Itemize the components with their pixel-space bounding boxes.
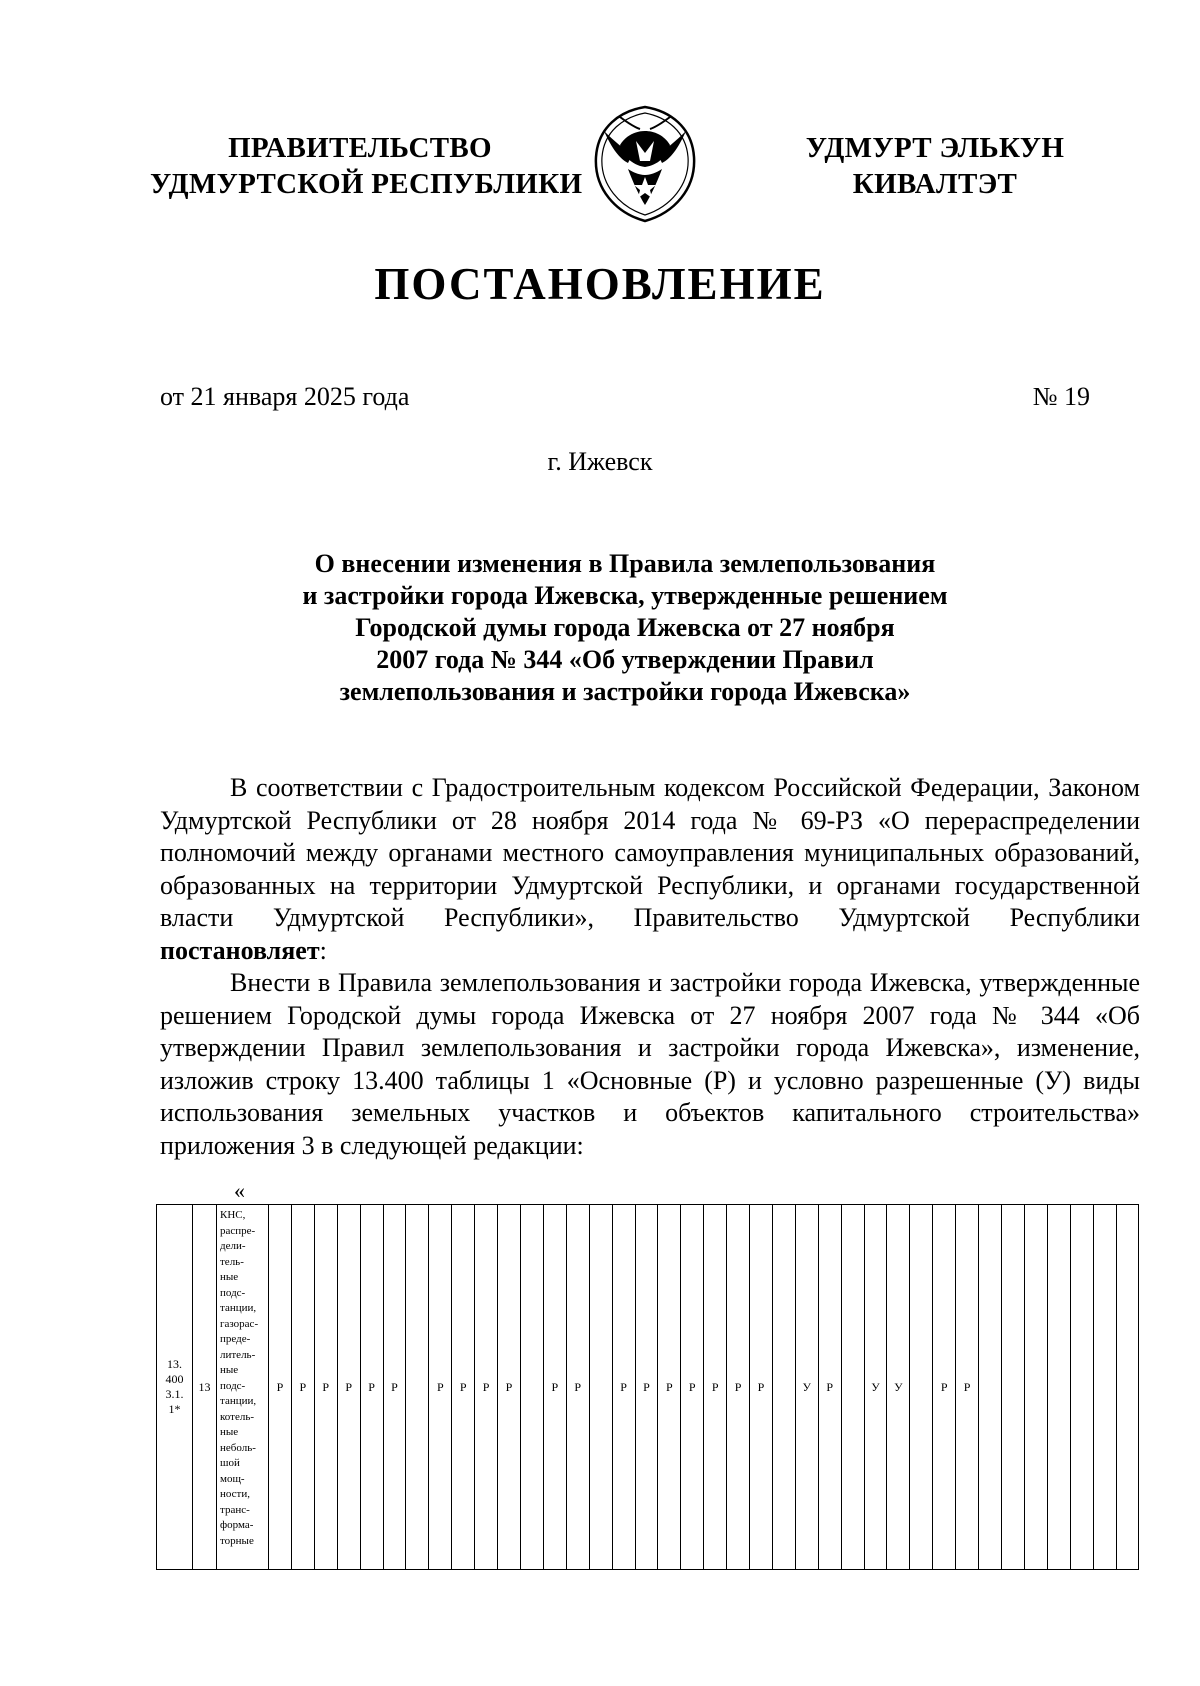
zone-value-cell: У: [864, 1205, 887, 1570]
issuer-russian: [150, 130, 583, 202]
use-type-line: ные: [220, 1364, 239, 1376]
udmurt-coat-of-arms-icon: [590, 105, 700, 223]
issuer-line: ПРАВИТЕЛЬСТВО: [228, 132, 492, 164]
issuer-line: УДМУРТСКОЙ РЕСПУБЛИКИ: [150, 168, 583, 200]
use-type-line: ности,: [220, 1488, 250, 1500]
zone-value-cell: У: [795, 1205, 818, 1570]
preamble-text: В соответствии с Градостроительным кодексом Российской Федерации, Законом Удмуртской Республики от 28 ноября 2014 года № 69-РЗ «О перераспределении полномочий между органами местного самоуправления муниципальных образований, образованных на территории Удмуртской Республики, и органами государственной власти Удмуртской Республики», Правительство Удмуртской Республики: [160, 773, 1140, 932]
use-type-line: ные: [220, 1271, 239, 1283]
document-date: от 21 января 2025 года: [160, 382, 410, 411]
zone-value-cell: Р: [818, 1205, 841, 1570]
zone-value-cell: Р: [956, 1205, 979, 1570]
zone-value-cell: Р: [337, 1205, 360, 1570]
document-city: г. Ижевск: [547, 447, 653, 476]
zone-value-cell: [1116, 1205, 1139, 1570]
code-line: 13.: [167, 1357, 182, 1371]
zone-value-cell: У: [887, 1205, 910, 1570]
zone-value-cell: Р: [291, 1205, 314, 1570]
use-type-line: КНС,: [220, 1209, 246, 1221]
zone-value-cell: Р: [681, 1205, 704, 1570]
group-cell: 13: [193, 1205, 217, 1570]
zone-value-cell: Р: [704, 1205, 727, 1570]
code-line: 3.1.: [165, 1387, 184, 1401]
zone-value-cell: [979, 1205, 1002, 1570]
operative-paragraph: Внести в Правила землепользования и застройки города Ижевска, утвержденные решением Городской думы города Ижевска от 27 ноября 2007 года № 344 «Об утверждении Правил землепользования и застройки города Ижевска», изменение, изложив строку 13.400 таблицы 1 «Основные (Р) и условно разрешенные (У) виды использования земельных участков и объектов капитального строительства» приложения 3 в следующей редакции:: [160, 968, 1140, 1160]
zone-value-cell: Р: [429, 1205, 452, 1570]
use-type-line: ные: [220, 1426, 239, 1438]
issuer-line: УДМУРТ ЭЛЬКУН: [805, 132, 1065, 164]
zone-value-cell: [1093, 1205, 1116, 1570]
table-row: [157, 1205, 1139, 1570]
zoning-table-row: [156, 1204, 1139, 1570]
zone-value-cell: [1002, 1205, 1025, 1570]
zone-value-cell: [841, 1205, 864, 1570]
code-line: 400: [165, 1372, 184, 1386]
use-type-line: торные: [220, 1534, 254, 1547]
zone-value-cell: Р: [933, 1205, 956, 1570]
use-type-line: распре-: [220, 1224, 256, 1237]
zone-value-cell: [589, 1205, 612, 1570]
zone-value-cell: [406, 1205, 429, 1570]
zone-value-cell: Р: [314, 1205, 337, 1570]
issuer-line: КИВАЛТЭТ: [852, 168, 1018, 200]
zone-value-cell: Р: [750, 1205, 773, 1570]
use-type-line: подс-: [220, 1286, 246, 1299]
use-type-line: мощ-: [220, 1472, 245, 1485]
issuer-udmurt: [790, 130, 1080, 202]
subject-line: 2007 года № 344 «Об утверждении Правил: [376, 645, 874, 674]
zone-value-cell: Р: [269, 1205, 292, 1570]
use-type-line: котель-: [220, 1410, 254, 1423]
use-type-line: форма-: [220, 1519, 254, 1531]
zone-value-cell: Р: [566, 1205, 589, 1570]
use-type-line: транс-: [220, 1503, 250, 1516]
zone-value-cell: Р: [612, 1205, 635, 1570]
use-type-line: тель-: [220, 1255, 244, 1268]
use-type-line: танции,: [220, 1395, 257, 1407]
code-line: 1*: [168, 1402, 181, 1416]
preamble-paragraph: [160, 772, 1140, 967]
zone-value-cell: Р: [498, 1205, 521, 1570]
zone-value-cell: Р: [727, 1205, 750, 1570]
use-type-line: танции,: [220, 1302, 257, 1314]
open-quote-mark: «: [234, 1178, 245, 1203]
zone-value-cell: [520, 1205, 543, 1570]
subject-line: Городской думы города Ижевска от 27 ноября: [355, 613, 895, 642]
zone-value-cell: Р: [635, 1205, 658, 1570]
use-type-line: шой: [220, 1457, 240, 1469]
zone-value-cell: Р: [543, 1205, 566, 1570]
zone-value-cell: Р: [475, 1205, 498, 1570]
use-type-line: неболь-: [220, 1441, 256, 1454]
row-code-cell: [157, 1205, 193, 1570]
zone-value-cell: Р: [383, 1205, 406, 1570]
use-type-line: газорас-: [220, 1317, 259, 1330]
zone-value-cell: Р: [360, 1205, 383, 1570]
use-type-line: литель-: [220, 1348, 256, 1361]
use-type-cell: [217, 1205, 269, 1570]
subject-line: и застройки города Ижевска, утвержденные решением: [302, 581, 948, 610]
subject-line: О внесении изменения в Правила землепользования: [314, 549, 936, 578]
zone-value-cell: Р: [658, 1205, 681, 1570]
preamble-colon: :: [319, 935, 327, 965]
document-subject: [240, 548, 1010, 708]
use-type-line: подс-: [220, 1379, 246, 1392]
zone-value-cell: [1024, 1205, 1047, 1570]
document-body: [160, 772, 1140, 1162]
document-title: ПОСТАНОВЛЕНИЕ: [374, 259, 826, 309]
zone-value-cell: [1047, 1205, 1070, 1570]
resolution-keyword: постановляет: [160, 935, 320, 965]
zone-value-cell: Р: [452, 1205, 475, 1570]
document-number: № 19: [1032, 382, 1090, 411]
zone-value-cell: [1070, 1205, 1093, 1570]
subject-line: землепользования и застройки города Ижевска»: [339, 677, 911, 706]
use-type-line: дели-: [220, 1240, 246, 1252]
zone-value-cell: [772, 1205, 795, 1570]
zone-value-cell: [910, 1205, 933, 1570]
use-type-line: преде-: [220, 1333, 251, 1345]
